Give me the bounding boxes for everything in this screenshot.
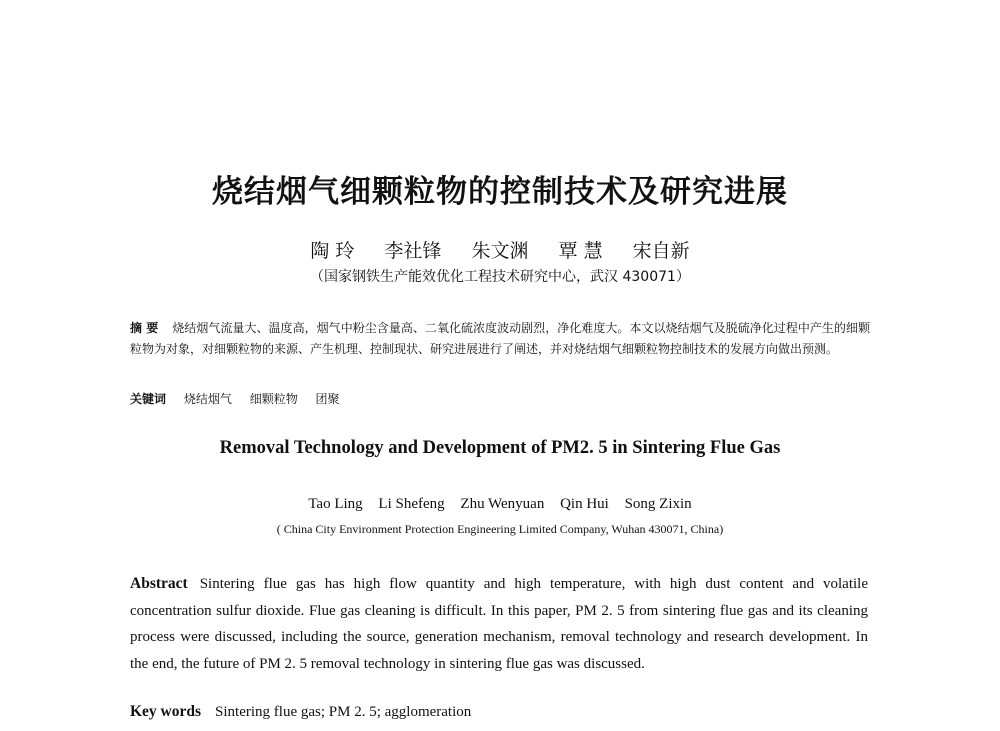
english-authors bbox=[0, 496, 1000, 513]
english-author-3: Zhu Wenyuan bbox=[460, 496, 545, 512]
chinese-author-5: 宋自新 bbox=[632, 240, 690, 262]
chinese-affiliation: （国家钢铁生产能效优化工程技术研究中心，武汉 430071） bbox=[310, 269, 690, 285]
chinese-keywords-label: 关键词 bbox=[130, 392, 167, 406]
chinese-author-4: 覃 慧 bbox=[558, 240, 603, 262]
english-affiliation: ( China City Environment Protection Engineering Limited Company, Wuhan 430071, China) bbox=[276, 522, 724, 536]
chinese-abstract-text: 烧结烟气流量大、温度高，烟气中粉尘含量高、二氧化硫浓度波动剧烈，净化难度大。本文以烧结烟气及脱硫净化过程中产生的细颗粒物为对象，对细颗粒物的来源、产生机理、控制现状、研究进展进行了阐述，并对烧结烟气细颗粒物控制技术的发展方向做出预测。 bbox=[130, 321, 870, 356]
chinese-author-3: 朱文渊 bbox=[471, 240, 529, 262]
english-keywords bbox=[130, 703, 868, 721]
chinese-keyword-2: 细颗粒物 bbox=[249, 392, 298, 406]
english-abstract-label: Abstract bbox=[130, 575, 188, 592]
english-title: Removal Technology and Development of PM2. 5 in Sintering Flue Gas bbox=[219, 438, 781, 458]
chinese-abstract-label: 摘 要 bbox=[130, 321, 159, 335]
chinese-keyword-3: 团聚 bbox=[315, 392, 340, 406]
english-abstract bbox=[130, 571, 868, 677]
chinese-author-1: 陶 玲 bbox=[310, 240, 355, 262]
english-keywords-text: Sintering flue gas; PM 2. 5; agglomeration bbox=[215, 704, 472, 720]
english-author-2: Li Shefeng bbox=[378, 496, 445, 512]
english-author-4: Qin Hui bbox=[560, 496, 609, 512]
chinese-title: 烧结烟气细颗粒物的控制技术及研究进展 bbox=[212, 174, 788, 210]
chinese-author-2: 李社锋 bbox=[384, 240, 442, 262]
chinese-authors bbox=[0, 236, 1000, 263]
chinese-abstract bbox=[130, 318, 870, 360]
english-author-5: Song Zixin bbox=[624, 496, 692, 512]
english-keywords-label: Key words bbox=[130, 703, 202, 720]
english-author-1: Tao Ling bbox=[308, 496, 363, 512]
chinese-keyword-1: 烧结烟气 bbox=[183, 392, 232, 406]
english-abstract-text: Sintering flue gas has high flow quantity and high temperature, with high dust content and volatile concentration sulfur dioxide. Flue gas cleaning is difficult. In this paper, PM 2. 5 from sintering flue gas and its cleaning process were discussed, including the source, generation mechanism, removal technology and research development. In the end, the future of PM 2. 5 removal technology in sintering flue gas was discussed. bbox=[130, 576, 868, 672]
chinese-keywords bbox=[130, 390, 870, 407]
